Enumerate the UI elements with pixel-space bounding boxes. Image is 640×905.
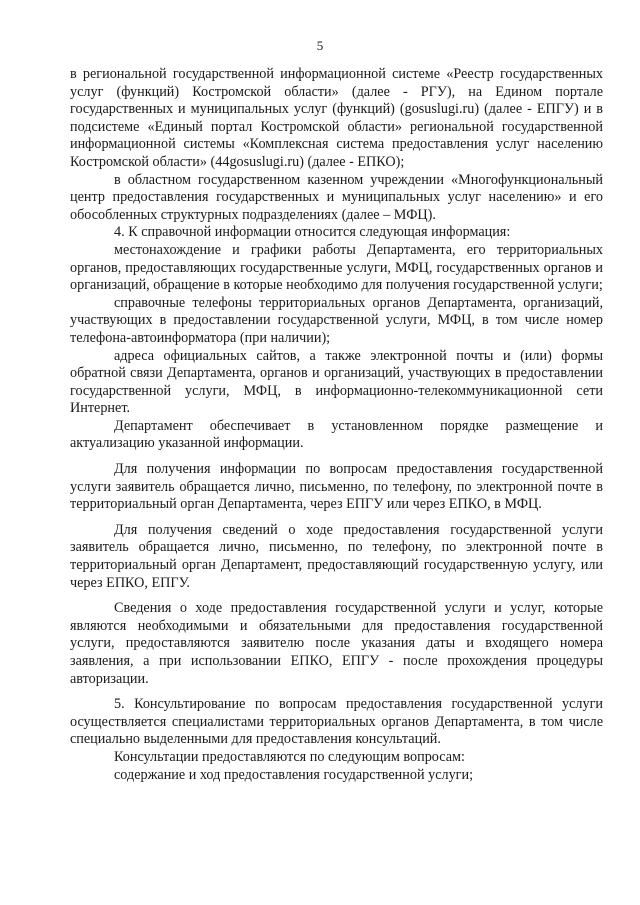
document-body [70,66,603,784]
paragraph-consult-topics: Консультации предоставляются по следующим вопросам: [114,748,465,765]
paragraph-websites: адреса официальных сайтов, а также электронной почты и (или) формы обратной связи Департамента, органов и организаций, участвующих в предоставлении государственной услуги, МФЦ, в информационно-телекоммуникационной сети Интернет. [70,347,603,417]
paragraph-status-info: Сведения о ходе предоставления государственной услуги и услуг, которые являются необходимыми и обязательными для предоставления государственной услуги, предоставляются заявителю после указания даты и входящего номера заявления, а при использовании ЕПКО, ЕПГУ - после прохождения процедуры авторизации. [70,600,603,687]
paragraph-rgu: в региональной государственной информационной системе «Реестр государственных услуг (функций) Костромской области» (далее - РГУ), на Едином портале государственных и муниципальных услуг (функций) (gosuslugi.ru) (далее - ЕПГУ) и в подсистеме «Единый портал Костромской области» региональной государственной информационной системы «Комплексная система предоставления услуг населению Костромской области» (44gosuslugi.ru) (далее - ЕПКО); [70,66,603,170]
paragraph-info-request: Для получения информации по вопросам предоставления государственной услуги заявитель обращается лично, письменно, по телефону, по электронной почте в территориальный орган Департамента, через ЕПГУ или через ЕПКО, в МФЦ. [70,461,603,513]
paragraph-mfc: в областном государственном казенном учреждении «Многофункциональный центр предоставления государственных и муниципальных услуг населению» и его обособленных структурных подразделениях (далее – МФЦ). [70,171,603,223]
paragraph-consult-content: содержание и ход предоставления государственной услуги; [114,766,474,783]
paragraph-status-request: Для получения сведений о ходе предоставления государственной услуги заявитель обращается лично, письменно, по телефону, по электронной почте в территориальный орган Департамент, предоставляющий государственную услугу, или через ЕПКО, ЕПГУ. [70,521,603,591]
paragraph-locations: местонахождение и графики работы Департамента, его территориальных органов, предоставляющих государственные услуги, МФЦ, государственных органов и организаций, обращение в которые необходимо для получения государственной услуги; [70,241,603,294]
paragraph-section-5: 5. Консультирование по вопросам предоставления государственной услуги осуществляется специалистами территориальных органов Департамента, в том числе специально выделенными для предоставления консультаций. [70,696,603,748]
paragraph-section-4: 4. К справочной информации относится следующая информация: [114,224,511,241]
paragraph-phones: справочные телефоны территориальных органов Департамента, организаций, участвующих в предоставлении государственной услуги, МФЦ, в том числе номер телефона-автоинформатора (при наличии); [70,294,603,346]
paragraph-department-ensures: Департамент обеспечивает в установленном порядке размещение и актуализацию указанной информации. [70,417,603,452]
page-number: 5 [316,38,324,53]
